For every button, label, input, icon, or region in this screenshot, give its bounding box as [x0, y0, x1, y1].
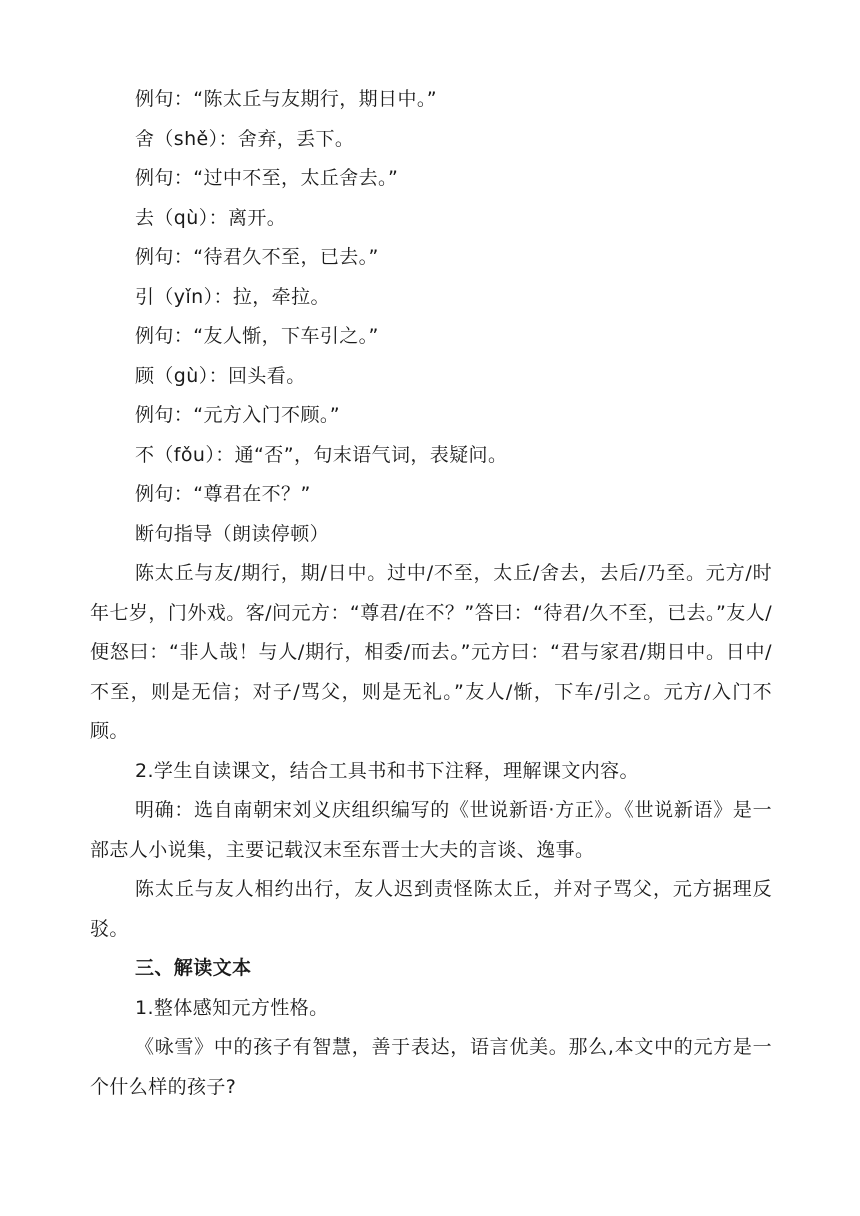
example-line: 例句：“待君久不至，已去。” [135, 246, 379, 268]
clarification-paragraph: 明确：选自南朝宋刘义庆组织编写的《世说新语·方正》。《世说新语》是一部志人小说集，主要记载汉末至东晋士大夫的言谈、逸事。 [90, 799, 772, 861]
definition-line: 引（yǐn）：拉，牵拉。 [135, 285, 330, 308]
section-heading: 三、解读文本 [135, 957, 252, 979]
example-line: 例句：“过中不至，太丘舍去。” [135, 167, 399, 189]
example-line: 例句：“尊君在不？” [135, 483, 311, 505]
step-1-paragraph: 1.整体感知元方性格。 [135, 996, 329, 1019]
example-line: 例句：“陈太丘与友期行，期日中。” [135, 88, 437, 110]
subheading: 断句指导（朗读停顿） [135, 522, 330, 545]
question-paragraph: 《咏雪》中的孩子有智慧，善于表达，语言优美。那么,本文中的元方是一个什么样的孩子? [90, 1036, 772, 1098]
example-line: 例句：“友人惭，下车引之。” [135, 325, 379, 347]
definition-line: 去（qù）：离开。 [135, 206, 287, 229]
example-line: 例句：“元方入门不顾。” [135, 404, 340, 426]
definition-line: 舍（shě）：舍弃，丢下。 [135, 127, 355, 150]
definition-line: 顾（gù）：回头看。 [135, 364, 306, 387]
step-2-paragraph: 2.学生自读课文，结合工具书和书下注释，理解课文内容。 [135, 759, 639, 782]
summary-paragraph: 陈太丘与友人相约出行，友人迟到责怪陈太丘，并对子骂父，元方据理反驳。 [90, 878, 772, 940]
definition-line: 不（fǒu）：通“否”，句末语气词，表疑问。 [135, 443, 508, 466]
pause-guide-paragraph: 陈太丘与友/期行，期/日中。过中/不至，太丘/舍去，去后/乃至。元方/时年七岁，门外戏。客/问元方：“尊君/在不？”答曰：“待君/久不至，已去。”友人/便怒曰：“非人哉！与人/期行，相委/而去。”元方曰：“君与家君/期日中。日中/不至，则是无信；对子/骂父，则是无礼。”友人/惭，下车/引之。元方/入门不顾。 [90, 562, 772, 742]
